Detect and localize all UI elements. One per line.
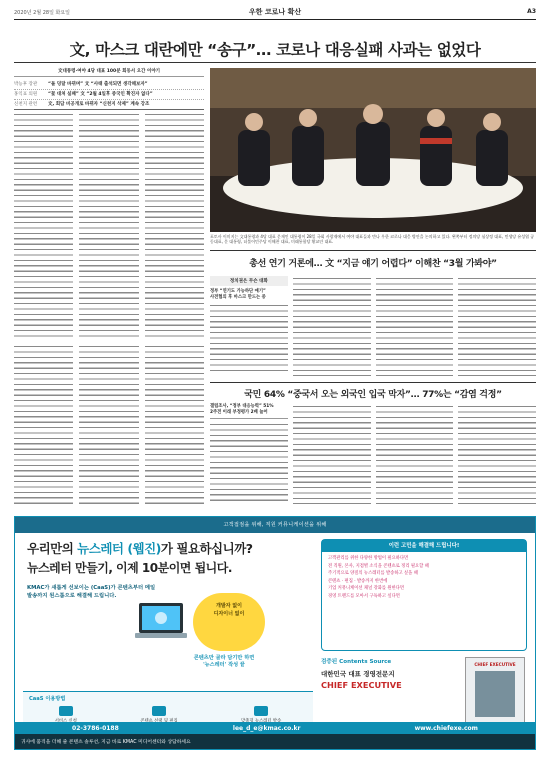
quote-text: “꽃 대처 실패” 文 “2월 4일후 중국인 확진자 없다” (48, 92, 153, 97)
section-title: 우한 코로나 확산 (248, 8, 302, 16)
text-column (210, 422, 288, 504)
meeting-photo (210, 68, 536, 232)
lead-block (14, 68, 204, 110)
article3-body (210, 404, 536, 504)
ad-h1-tail: 가 필요하십니까? (160, 541, 253, 556)
page-header (14, 6, 536, 20)
benefits-list (322, 552, 526, 604)
magazine-title: CHIEF EXECUTIVE (474, 662, 516, 667)
benefit-item: 주기적으로 양질의 뉴스레터를 발송하고 싶을 때 (328, 571, 418, 577)
article2-title: 총선 연기 거론에… 文 “지금 얘기 어렵다” 이해찬 “3월 가봐야” (249, 259, 497, 269)
text-column (210, 303, 288, 373)
monitor-icon (59, 706, 73, 716)
ad-headline-block (27, 539, 317, 600)
page-number: A3 (527, 8, 536, 15)
text-column (145, 112, 204, 340)
benefit-item: 고객관리를 위한 다양한 방법이 필요하다면 (328, 556, 409, 561)
article3-kicker: 갤럽조사, “정부 대응능력” 51% 2주전 이래 부정평가 2배 늘어 (210, 404, 288, 419)
ad-description: KMAC가 새롭게 선보이는 (CaaS)가 콘텐츠부터 메일발송까지 원스톱으로 해결해 드립니다. (27, 585, 156, 599)
ad-top-banner: 고객접점을 위해, 직원 커뮤니케이션을 위해 (15, 517, 535, 533)
text-column (376, 276, 454, 376)
text-column (293, 404, 371, 504)
quote-speaker: 박능후 장관 (14, 82, 38, 87)
text-column (14, 344, 73, 504)
source-line2: CHIEF EXECUTIVE (321, 680, 402, 690)
usage-title: CaaS 이용방법 (29, 696, 66, 702)
magazine-photo (475, 671, 515, 717)
issue-date: 2020년 2월 28일 화요일 (14, 10, 71, 16)
text-column (79, 112, 138, 340)
magazine-cover (465, 657, 525, 729)
ad-source-block (321, 657, 461, 729)
ad-benefits-box (321, 539, 527, 651)
quote-item (14, 100, 204, 110)
quote-speaker: 홍익표 의원 (14, 92, 38, 97)
lead-article-body-continued (14, 344, 204, 504)
text-column (376, 404, 454, 504)
text-column (145, 344, 204, 504)
lead-line: 文대통령·여야 4당 대표 100분 회동서 오간 이야기 (14, 68, 204, 77)
article2-body (210, 276, 536, 376)
bubble-line: 디자이너 없이 (213, 611, 245, 617)
text-column (14, 112, 73, 340)
benefit-item: 전 직원, 본사, 지점별 소식을 콘텐츠로 정리 필요할 때 (328, 563, 429, 569)
article2-kicker: 정치권은 무슨 대화 (210, 276, 288, 286)
headline-rule (14, 62, 536, 63)
lead-article-body (14, 112, 204, 340)
bubble-line: 개발자 없이 (216, 603, 242, 609)
ad-speech-bubble (193, 593, 265, 651)
ad-bubble-caption (165, 655, 283, 669)
text-column (458, 276, 536, 376)
article3-title: 국민 64% “중국서 오는 외국인 입국 막자”… 77%는 “감염 걱정” (244, 390, 502, 400)
ad-contact-bar (15, 722, 535, 734)
ad-h1-highlight: 뉴스레터 (웹진) (77, 541, 161, 556)
article2-col-1 (210, 276, 288, 376)
contact-web[interactable]: www.chiefexe.com (414, 724, 478, 732)
bubble-line: 콘텐츠만 골라 담기만 하면 (193, 655, 255, 661)
edit-icon (152, 706, 166, 716)
quote-item (14, 80, 204, 90)
bubble-line: '뉴스레터' 작성 끝 (203, 662, 245, 668)
newsletter-ad[interactable] (14, 516, 536, 750)
benefit-item: 기업 커뮤니케이션 채널 강화를 원한다면 (328, 586, 405, 592)
meeting-photo-illustration (210, 68, 536, 232)
quote-speaker: 신천지 관련 (14, 102, 38, 107)
footer-slogan: 귀사에 품격을 더해 줄 콘텐츠 솔루션, 지금 바로 KMAC 미디어센터와 상담하세요 (21, 740, 191, 745)
mail-icon (254, 706, 268, 716)
text-column (79, 344, 138, 504)
source-line1: 대한민국 대표 경영전문지 (321, 670, 395, 678)
ad-footer (15, 734, 535, 749)
contact-phone[interactable]: 02-3786-0188 (72, 724, 119, 732)
photo-caption: 포토사 이미지는 文대통령과 4당 대표 문재인 대통령이 28일 국회 사랑재에서 여야 대표들과 만나 우한 코로나 대응 방안을 논의하고 있다. 왼쪽부터 정의당 심상정 대표, 민생당 유성엽 공동대표, 문 대통령, 더불어민주당 이해찬 대표, 미래통합당 황교안 대표. (210, 234, 535, 244)
quote-list (14, 80, 204, 110)
article3-rule (210, 382, 536, 383)
ad-headline-1 (27, 539, 317, 557)
text-column (458, 404, 536, 504)
ad-h1-lead: 우리만의 (27, 541, 74, 556)
article2-subhead: 정부 “연기도 가능하단 얘기” 사전협의 후 마스크 만드는 중 (210, 289, 266, 300)
headline: 文, 마스크 대란에만 “송구”… 코로나 대응실패 사과는 없었다 (69, 41, 481, 59)
ad-headline-2: 뉴스레터 만들기, 이제 10분이면 됩니다. (27, 561, 232, 575)
benefit-item: 콘텐츠 · 편집 · 발송까지 한번에 (328, 578, 388, 584)
quote-text: 文, 회담 비공개로 바뀌자 “신천지 삭제” 계속 강조 (48, 102, 150, 107)
contact-email[interactable]: lee_d_e@kmac.co.kr (232, 724, 301, 732)
laptop-icon (133, 593, 193, 653)
article2-rule (210, 250, 536, 251)
quote-text: “돌 덩달 바뀌며” 文 “사태 출석되면 생각해보자” (48, 82, 148, 87)
benefits-title: 이런 고민을 해결해 드립니다! (322, 540, 526, 552)
source-label: 검증된 Contents Source (321, 659, 392, 665)
quote-item (14, 90, 204, 100)
article3-col-1 (210, 404, 288, 504)
benefit-item: 경영 트렌드를 모아서 구독하고 싶다면 (328, 593, 400, 599)
text-column (293, 276, 371, 376)
